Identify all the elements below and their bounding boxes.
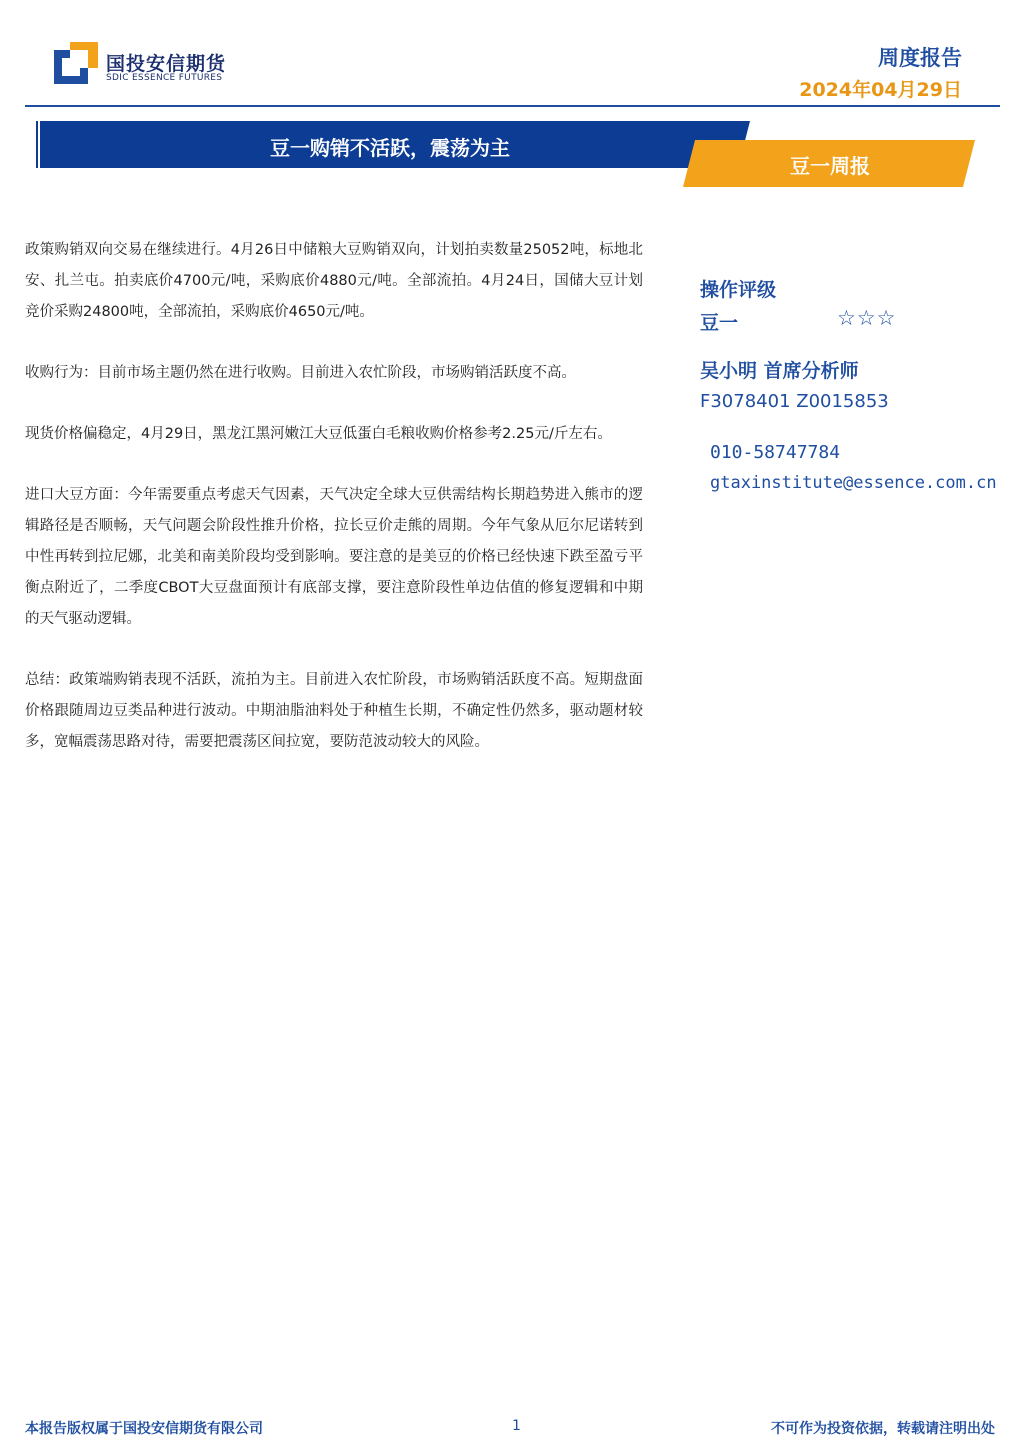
company-logo-icon bbox=[54, 42, 98, 84]
paragraph-summary: 总结：政策端购销表现不活跃，流拍为主。目前进入农忙阶段，市场购销活跃度不高。短期盘面价格跟随周边豆类品种进行波动。中期油脂油料处于种植生长期，不确定性仍然多，驱动题材较多，宽幅震荡思路对待，需要把震荡区间拉宽，要防范波动较大的风险。 bbox=[25, 672, 643, 750]
rating-title: 操作评级 bbox=[700, 279, 777, 301]
contact-phone: 010-58747784 bbox=[710, 442, 841, 463]
header-divider bbox=[25, 105, 1000, 107]
report-title: 豆一购销不活跃，震荡为主 bbox=[270, 136, 510, 160]
company-logo bbox=[54, 42, 234, 90]
rating-stars: ☆☆☆ bbox=[837, 306, 897, 330]
paragraph-purchase: 收购行为：目前市场主题仍然在进行收购。目前进入农忙阶段，市场购销活跃度不高。 bbox=[25, 365, 576, 381]
analyst-certification: F3078401 Z0015853 bbox=[700, 391, 889, 412]
company-name-cn: 国投安信期货 bbox=[106, 53, 227, 75]
rating-row bbox=[700, 304, 1020, 338]
report-body bbox=[25, 235, 643, 788]
footer-copyright: 本报告版权属于国投安信期货有限公司 bbox=[25, 1421, 263, 1437]
company-name-en: SDIC ESSENCE FUTURES bbox=[106, 73, 223, 83]
page-number: 1 bbox=[512, 1418, 521, 1434]
report-type: 周度报告 bbox=[878, 46, 962, 70]
sidebar bbox=[700, 275, 1020, 493]
report-tag: 豆一周报 bbox=[790, 154, 870, 178]
contact-email[interactable]: gtaxinstitute@essence.com.cn bbox=[710, 473, 997, 493]
rating-item: 豆一 bbox=[700, 312, 739, 334]
report-date: 2024年04月29日 bbox=[799, 79, 962, 101]
paragraph-spot-price: 现货价格偏稳定，4月29日，黑龙江黑河嫩江大豆低蛋白毛粮收购价格参考2.25元/斤左右。 bbox=[25, 426, 612, 442]
analyst-name: 吴小明 首席分析师 bbox=[700, 360, 859, 382]
paragraph-policy: 政策购销双向交易在继续进行。4月26日中储粮大豆购销双向，计划拍卖数量25052吨，标地北安、扎兰屯。拍卖底价4700元/吨，采购底价4880元/吨。全部流拍。4月24日，国储大豆计划竞价采购24800吨，全部流拍，采购底价4650元/吨。 bbox=[25, 242, 643, 320]
footer-disclaimer: 不可作为投资依据，转载请注明出处 bbox=[771, 1421, 995, 1437]
paragraph-import: 进口大豆方面：今年需要重点考虑天气因素，天气决定全球大豆供需结构长期趋势进入熊市的逻辑路径是否顺畅，天气问题会阶段性推升价格，拉长豆价走熊的周期。今年气象从厄尔尼诺转到中性再转到拉尼娜，北美和南美阶段均受到影响。要注意的是美豆的价格已经快速下跌至盈亏平衡点附近了，二季度CBOT大豆盘面预计有底部支撑，要注意阶段性单边估值的修复逻辑和中期的天气驱动逻辑。 bbox=[25, 487, 643, 627]
